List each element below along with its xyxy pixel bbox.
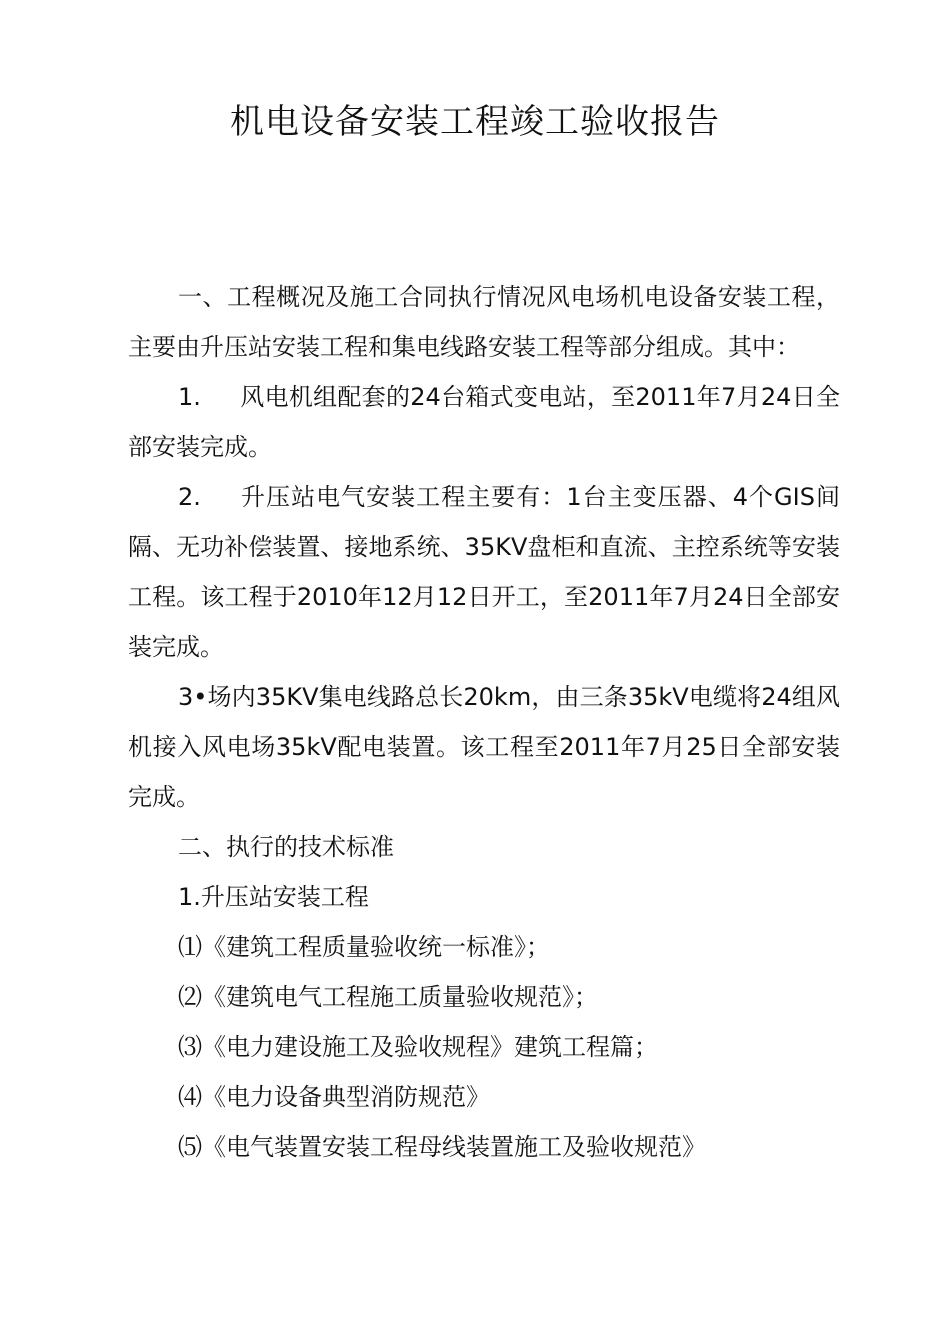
standard-item (128, 1122, 840, 1172)
standard-item (128, 972, 840, 1022)
item-number: 2. (178, 483, 201, 511)
paragraph-text: 二、执行的技术标准 (178, 833, 394, 861)
standard-item (128, 1072, 840, 1122)
paragraph-item-2 (128, 472, 840, 672)
standard-item (128, 1022, 840, 1072)
paragraph-overview (128, 272, 840, 372)
document-body (128, 272, 840, 1172)
paragraph-text: 3•场内35KV集电线路总长20km，由三条35kV电缆将24组风机接入风电场35kV配电装置。该工程至2011年7月25日全部安装完成。 (128, 683, 840, 811)
paragraph-text: 1.升压站安装工程 (178, 883, 369, 911)
paragraph-text: ⑵《建筑电气工程施工质量验收规范》； (178, 983, 598, 1011)
item-number: 1. (178, 383, 201, 411)
paragraph-text: ⑶《电力建设施工及验收规程》建筑工程篇； (178, 1033, 658, 1061)
paragraph-item-1 (128, 372, 840, 472)
standard-item (128, 922, 840, 972)
document-title: 机电设备安装工程竣工验收报告 (230, 102, 720, 142)
paragraph-text: ⑸《电气装置安装工程母线装置施工及验收规范》 (178, 1133, 706, 1161)
paragraph-text: 升压站电气安装工程主要有：1台主变压器、4个GIS间隔、无功补偿装置、接地系统、35KV盘柜和直流、主控系统等安装工程。该工程于2010年12月12日开工，至2011年7月24日全部安装完成。 (128, 483, 840, 661)
paragraph-text: 一、工程概况及施工合同执行情况风电场机电设备安装工程，主要由升压站安装工程和集电线路安装工程等部分组成。其中： (128, 283, 840, 361)
paragraph-text: 风电机组配套的24台箱式变电站，至2011年7月24日全部安装完成。 (128, 383, 840, 461)
paragraph-text: ⑴《建筑工程质量验收统一标准》； (178, 933, 550, 961)
paragraph-item-3 (128, 672, 840, 822)
subsection-heading-substation (128, 872, 840, 922)
paragraph-text: ⑷《电力设备典型消防规范》 (178, 1083, 490, 1111)
section-heading-standards (128, 822, 840, 872)
